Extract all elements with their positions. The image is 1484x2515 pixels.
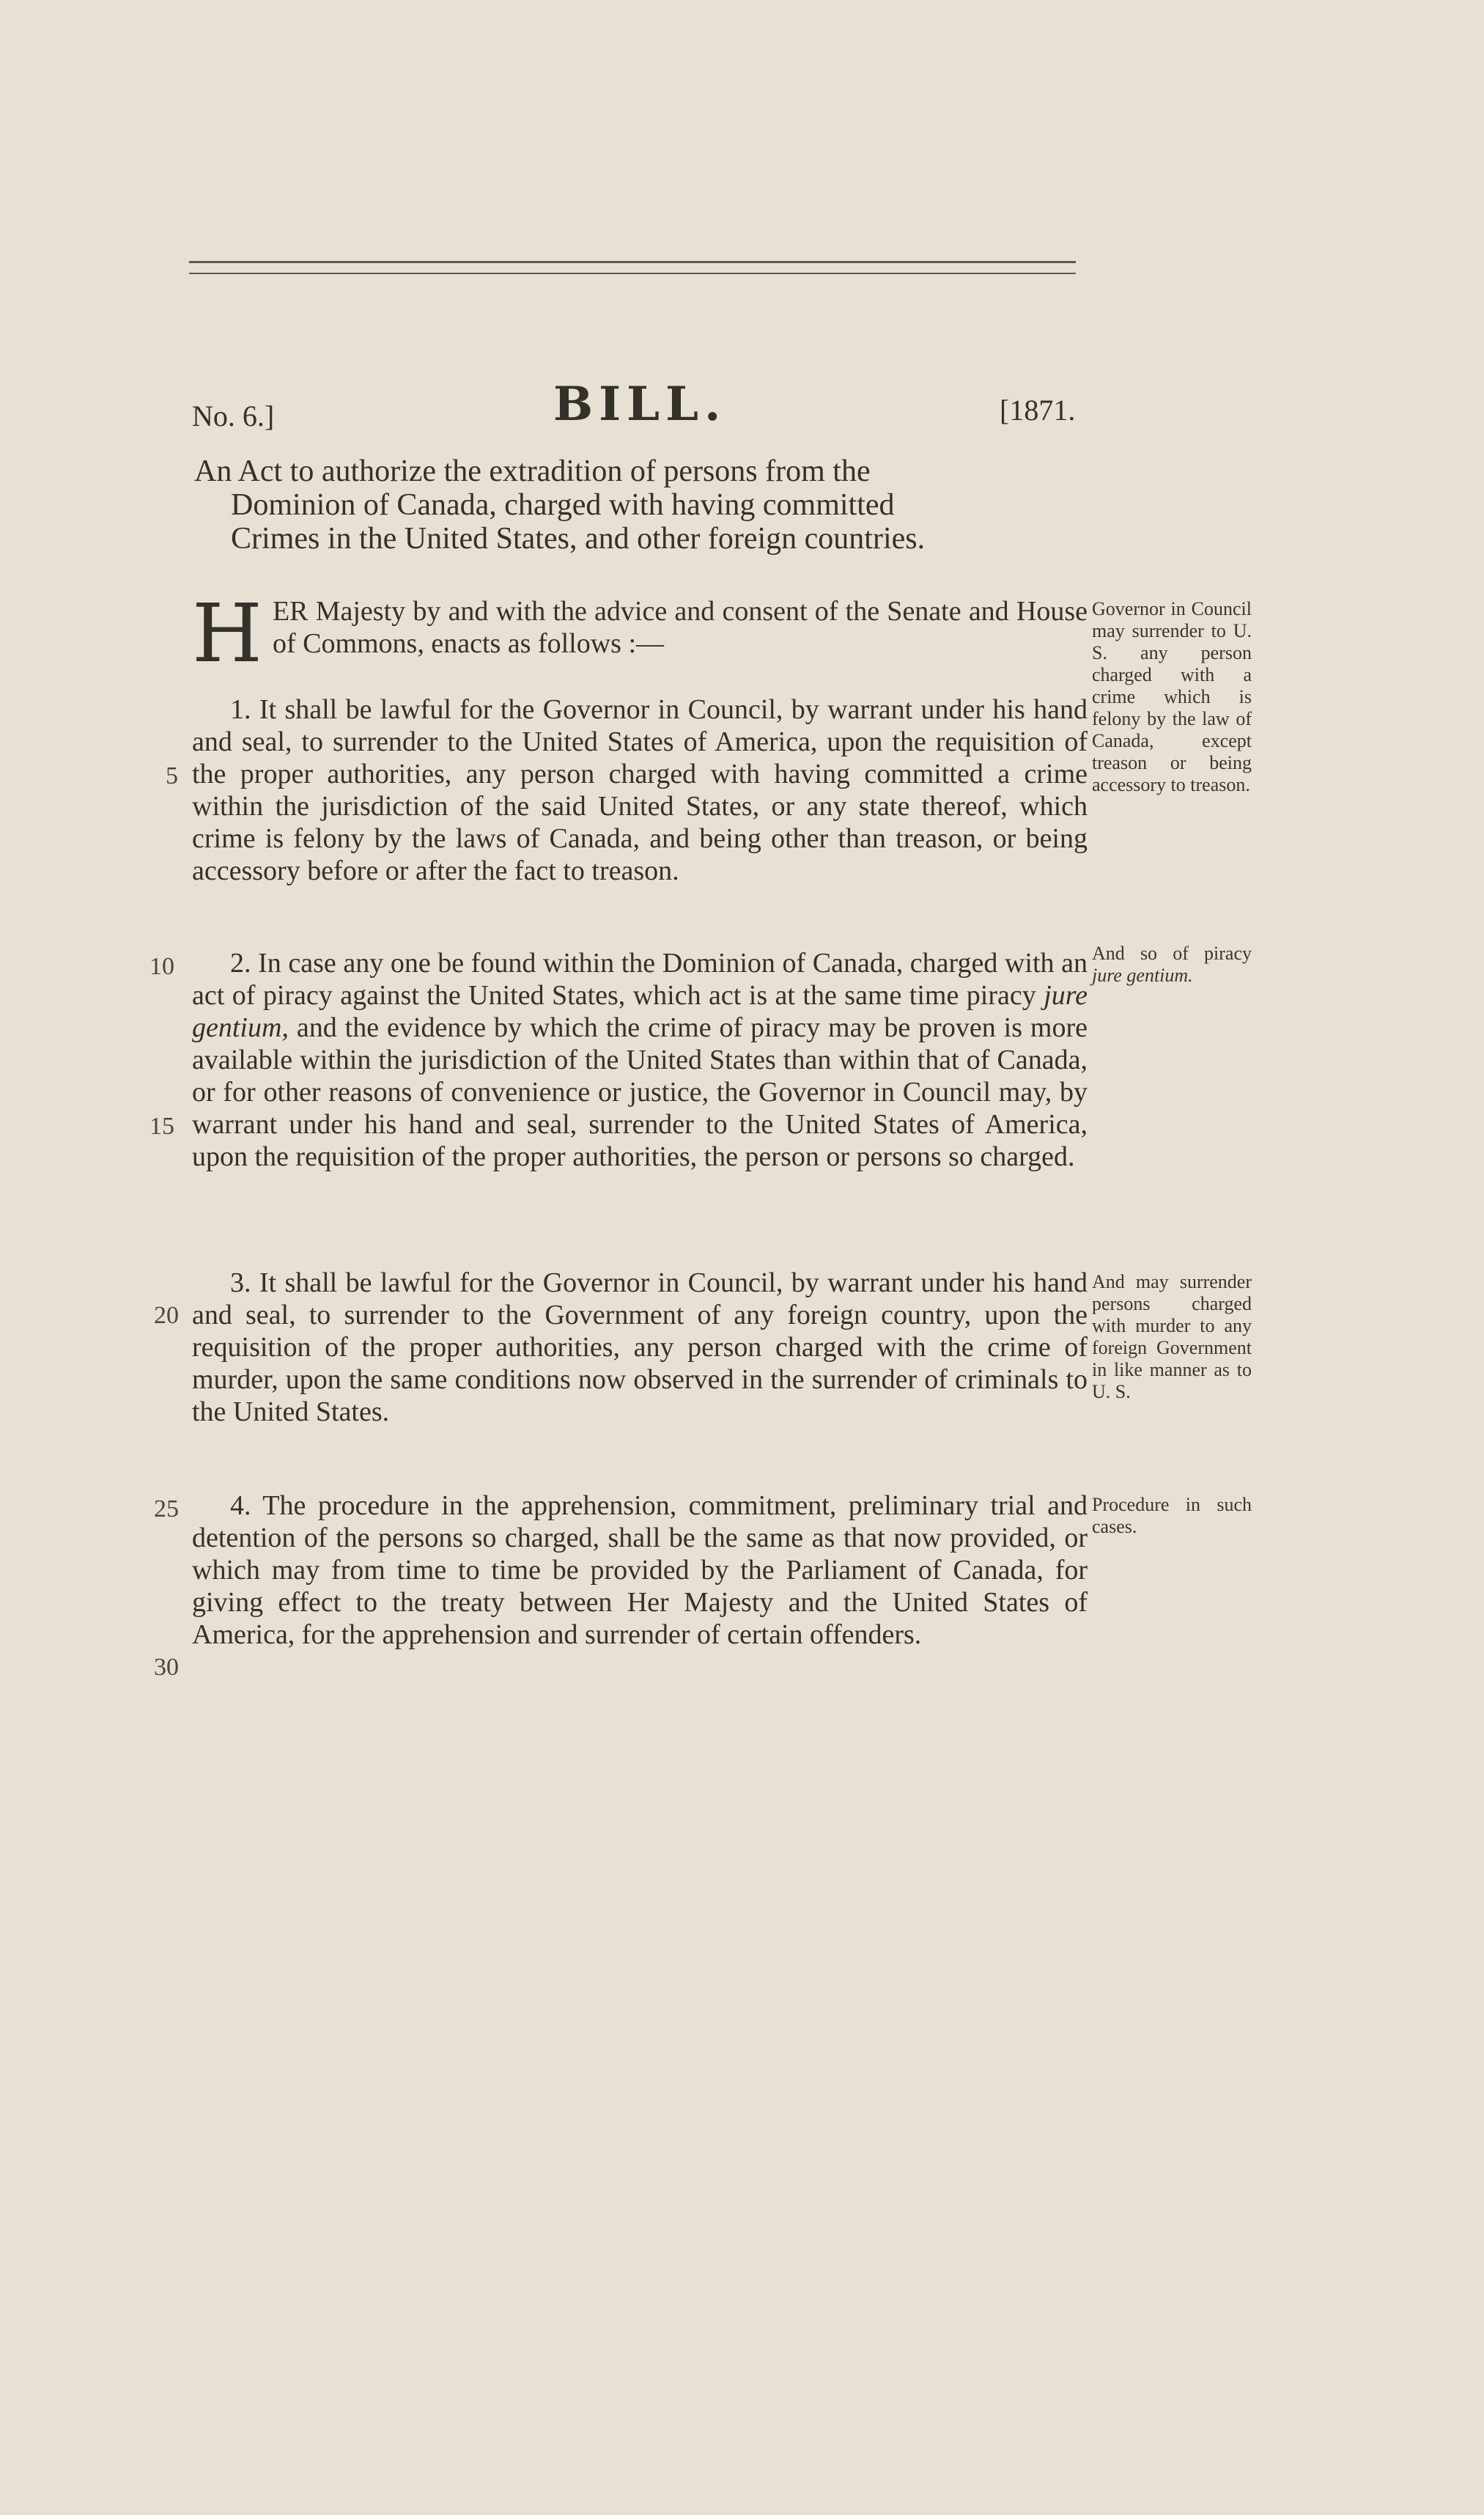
side-note-italic: jure gentium. bbox=[1092, 965, 1193, 986]
preamble bbox=[192, 586, 1088, 680]
section-3 bbox=[192, 1267, 1088, 1428]
preamble-text: ER Majesty by and with the advice and consent of the Senate and House of Commons, enacts as follows :— bbox=[272, 596, 1088, 659]
section-number: 4. bbox=[230, 1490, 251, 1521]
act-title bbox=[194, 454, 1074, 556]
section-number: 1. bbox=[230, 694, 251, 725]
line-number: 20 bbox=[154, 1302, 179, 1329]
act-title-line: Crimes in the United States, and other foreign countries. bbox=[231, 522, 926, 556]
top-rule-secondary bbox=[189, 273, 1076, 274]
section-1 bbox=[192, 693, 1088, 887]
section-text: The procedure in the apprehension, commitment, preliminary trial and detention of the persons so charged, shall be the same as that now provided, or which may from time to time be provided by the Parliament of Canada, for giving effect to the treaty between Her Majesty and the United States of America, for the apprehension and surrender of certain offenders. bbox=[192, 1490, 1088, 1650]
section-2 bbox=[192, 947, 1088, 1173]
line-number: 25 bbox=[154, 1495, 179, 1522]
act-title-line: Dominion of Canada, charged with having committed bbox=[231, 488, 895, 522]
side-note-1: Governor in Council may surrender to U. S. any person charged with a crime which is felony by the law of Canada, except treason or being accessory to treason. bbox=[1092, 598, 1252, 795]
act-title-line: An Act to authorize the extradition of persons from the bbox=[194, 454, 871, 488]
line-number: 5 bbox=[166, 762, 178, 789]
side-note-text: And so of piracy bbox=[1092, 943, 1252, 964]
line-number: 10 bbox=[149, 953, 174, 980]
section-number: 2. bbox=[230, 948, 251, 979]
line-number: 30 bbox=[154, 1654, 179, 1681]
section-4 bbox=[192, 1490, 1088, 1651]
line-number: 15 bbox=[149, 1113, 174, 1140]
section-text: and the evidence by which the crime of piracy may be proven is more available within the jurisdiction of the United States than within that of Canada, or for other reasons of convenience or justice, the Governor in Council may, by warrant under his hand and seal, surrender to the United States of America, upon the requisition of the proper authorities, the person or persons so charged. bbox=[192, 1012, 1088, 1172]
side-note-3: And may surrender persons charged with murder to any foreign Government in like manner as to U. S. bbox=[1092, 1271, 1252, 1402]
top-rule bbox=[189, 261, 1076, 263]
section-text: It shall be lawful for the Governor in Council, by warrant under his hand and seal, to surrender to the Government of any foreign country, upon the requisition of the proper authorities, any person charged with the crime of murder, upon the same conditions now observed in the surrender of criminals to the United States. bbox=[192, 1267, 1088, 1427]
section-text-italic: jure gentium, bbox=[192, 980, 1088, 1043]
side-note-4: Procedure in such cases. bbox=[1092, 1494, 1252, 1537]
bill-number: No. 6.] bbox=[192, 399, 275, 432]
section-text: In case any one be found within the Dominion of Canada, charged with an act of piracy against the United States, which act is at the same time piracy bbox=[192, 948, 1088, 1011]
preamble-dropcap: H bbox=[192, 586, 262, 680]
section-text: It shall be lawful for the Governor in Council, by warrant under his hand and seal, to surrender to the United States of America, upon the requisition of the proper authorities, any person charged with having committed a crime within the jurisdiction of the said United States, or any state thereof, which crime is felony by the laws of Canada, and being other than treason, or being accessory before or after the fact to treason. bbox=[192, 694, 1088, 886]
side-note-2 bbox=[1092, 943, 1252, 987]
section-number: 3. bbox=[230, 1267, 251, 1298]
bill-year: [1871. bbox=[1000, 394, 1076, 427]
bill-title: BILL. bbox=[553, 377, 727, 432]
